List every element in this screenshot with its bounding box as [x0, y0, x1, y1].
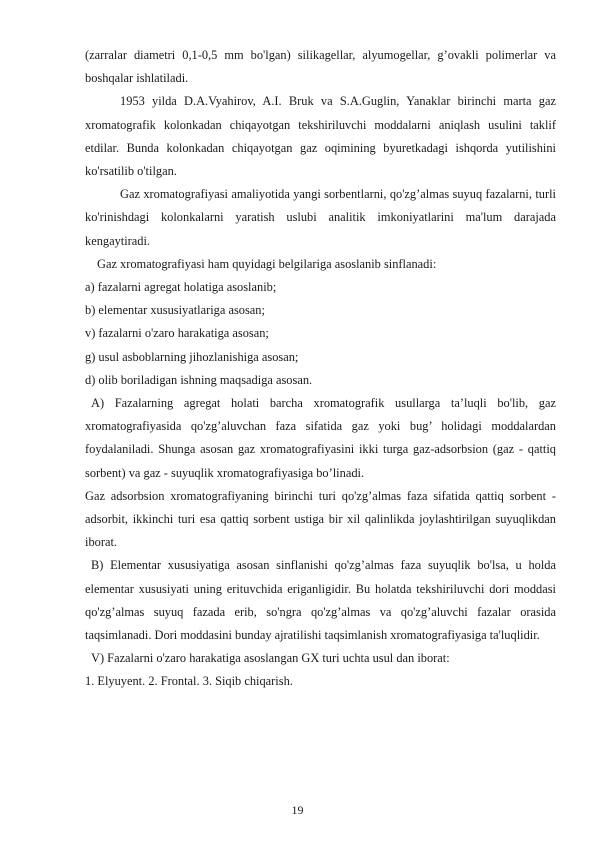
paragraph-history: 1953 yilda D.A.Vyahirov, A.I. Bruk va S.A.Guglin, Yanaklar birinchi marta gaz xromatografik kolonkadan chiqayotgan tekshiriluvchi moddalarni aniqlash usulini taklif etdilar. Bunda kolonkadan chiqayotgan gaz oqimining byuretkadagi ishqorda yutilishini ko'rsatilib o'tilgan.: [85, 94, 556, 179]
list-item: d) olib boriladigan ishning maqsadiga asosan.: [85, 372, 313, 387]
classification-list: [85, 276, 556, 392]
methods-line: 1. Elyuyent. 2. Frontal. 3. Siqib chiqarish.: [85, 674, 293, 689]
paragraph-gas-adsorption: Gaz adsorbsion xromatografiyaning birinchi turi qo'zg’almas faza sifatida qattiq sorbent - adsorbit, ikkinchi turi esa qattiq sorbent ustiga bir xil qalinlikda joylashtirilgan suyuqlikdan iborat.: [85, 488, 556, 550]
section-a-aggregate-state: A) Fazalarning agregat holati barcha xromatografik usullarga ta’luqli bo'lib, gaz xromatografiyasida qo'zg’aluvchan faza sifatida gaz yoki bug’ holidagi moddalardan foydalaniladi. Shunga asosan gaz xromatografiyasini ikki turga gaz-adsorbsion (gaz - qattiq sorbent) va gaz - suyuqlik xromatografiyasiga bo’linadi.: [85, 396, 556, 480]
paragraph-classification-intro: Gaz xromatografiyasi ham quyidagi belgilariga asoslanib sinflanadi:: [97, 256, 437, 271]
page-number: 19: [291, 803, 304, 817]
list-item: b) elementar xususiyatlariga asosan;: [85, 303, 265, 318]
list-item: a) fazalarni agregat holatiga asoslanib;: [85, 280, 277, 295]
section-b-elementary-properties: B) Elementar xususiyatiga asosan sinflanishi qo'zg’almas faza suyuqlik bo'lsa, u holda elementar xususiyati uning erituvchida eriganligidir. Bu holatda tekshiriluvchi dori moddasi qo'zg’almas suyuq fazada erib, so'ngra qo'zg’almas va qo'zg’aluvchi fazalar orasida taqsimlanadi. Dori moddasini bunday ajratilishi taqsimlanish xromatografiyasiga ta'luqlidir.: [85, 558, 556, 643]
document-body: [85, 44, 556, 694]
list-item: g) usul asboblarning jihozlanishiga asosan;: [85, 349, 299, 364]
paragraph-sorbents: (zarralar diametri 0,1-0,5 mm bo'lgan) silikagellar, alyumogellar, g’ovakli polimerlar va boshqalar ishlatiladi.: [85, 48, 556, 86]
section-v-phase-interaction: V) Fazalarni o'zaro harakatiga asoslangan GX turi uchta usul dan iborat:: [91, 651, 450, 666]
list-item: v) fazalarni o'zaro harakatiga asosan;: [85, 326, 269, 341]
paragraph-practice: Gaz xromatografiyasi amaliyotida yangi sorbentlarni, qo'zg’almas suyuq fazalarni, turli ko'rinishdagi kolonkalarni yaratish uslubi analitik imkoniyatlarini ma'lum darajada kengaytiradi.: [85, 187, 556, 248]
